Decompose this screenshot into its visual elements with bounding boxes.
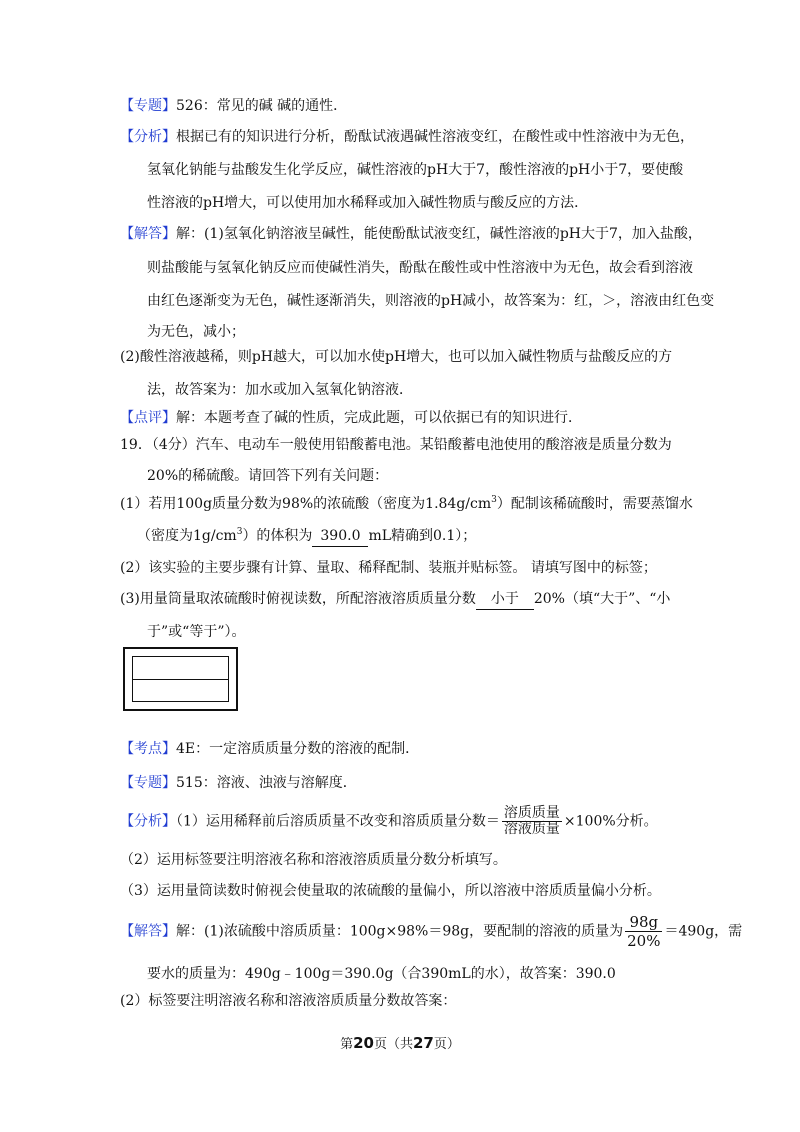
fraction-numerator: 溶质质量	[503, 805, 560, 821]
jieda-line-4: 为无色，减小；	[147, 324, 245, 340]
q19-part1-text-a: (1）若用100g质量分数为98%的浓硫酸（密度为1.84g/cm	[120, 496, 492, 512]
q19-part1-line2	[137, 526, 476, 547]
q19-part3-line1	[120, 589, 670, 610]
superscript-3: 3	[491, 495, 497, 505]
fraction-denominator: 20%	[627, 932, 661, 950]
q19-part1-text-e: mL精确到0.1）；	[368, 528, 477, 544]
label-figure	[123, 647, 238, 711]
jieda-19-line-3: (2）标签要注明溶液名称和溶液溶质质量分数故答案：	[120, 993, 457, 1009]
kaodian-text: 4E：一定溶质质量分数的溶液的配制．	[176, 741, 420, 757]
q19-part1-line1	[120, 494, 693, 514]
page-footer	[0, 1033, 800, 1052]
fraction-numerator: 98g	[625, 913, 662, 932]
jieda-text-b: ＝490g，需	[664, 923, 743, 940]
footer-pre: 第	[340, 1037, 354, 1052]
fenxi-text-a: （1）运用稀释前后溶质质量不改变和溶质质量分数＝	[176, 813, 500, 830]
q19-part3-text-b: 20%（填“大于”、“小	[533, 591, 671, 607]
jieda-line-1	[120, 224, 702, 244]
q19-stem-2: 20%的稀硫酸。请回答下列有关问题：	[147, 468, 389, 484]
answer-blank-1: 390.0	[312, 526, 368, 547]
jieda-text: 解：(1)氢氧化钠溶液呈碱性，能使酚酞试液变红，碱性溶液的pH大于7，加入盐酸，	[176, 226, 702, 242]
label-divider	[133, 679, 228, 680]
jieda-line-19	[120, 913, 742, 950]
q19-part3-text-a: (3)用量筒量取浓硫酸时俯视读数，所配溶液溶质质量分数	[120, 591, 476, 607]
kaodian-line	[120, 739, 419, 759]
jieda-line-2: 则盐酸能与氢氧化钠反应而使碱性消失，酚酞在酸性或中性溶液中为无色，故会看到溶液	[147, 260, 693, 276]
label-blank	[132, 656, 229, 702]
fenxi-line-19	[120, 806, 658, 837]
dianping-text: 解：本题考查了碱的性质，完成此题，可以依据已有的知识进行．	[176, 410, 582, 426]
fenxi-line-1	[120, 127, 694, 147]
fenxi-tag: 【分析】	[120, 813, 176, 830]
jieda-line-3: 由红色逐渐变为无色，碱性逐渐消失，则溶液的pH减小，故答案为：红，＞，溶液由红色变	[147, 293, 715, 309]
fenxi-line-2: 氢氧化钠能与盐酸发生化学反应，碱性溶液的pH大于7，酸性溶液的pH小于7，要使酸	[147, 162, 684, 178]
q19-part1-text-b: ）配制该稀硫酸时，需要蒸馏水	[496, 496, 693, 512]
jieda-line-5: (2)酸性溶液越稀，则pH越大，可以加水使pH增大，也可以加入碱性物质与盐酸反应的方	[120, 349, 673, 365]
jieda-tag: 【解答】	[120, 226, 176, 242]
zhuanti-tag: 【专题】	[120, 98, 176, 114]
q19-part2: (2）该实验的主要步骤有计算、量取、稀释配制、装瓶并贴标签。 请填写图中的标签；	[120, 560, 657, 576]
zhuanti-text: 526：常见的碱 碱的通性．	[176, 98, 348, 114]
kaodian-tag: 【考点】	[120, 741, 176, 757]
zhuanti-line-19	[120, 773, 357, 793]
fenxi-text-b: ×100%分析。	[563, 813, 658, 830]
q19-part1-text-d: ）的体积为	[242, 528, 313, 544]
page-total: 27	[413, 1034, 434, 1052]
footer-post: 页）	[433, 1037, 460, 1052]
fenxi-line-3: 性溶液的pH增大，可以使用加水稀释或加入碱性物质与酸反应的方法．	[147, 195, 589, 211]
fraction-denominator: 溶液质量	[503, 821, 560, 837]
fenxi-tag: 【分析】	[120, 129, 176, 145]
jieda-line-6: 法，故答案为：加水或加入氢氧化钠溶液．	[147, 382, 413, 398]
answer-blank-2: 小于	[476, 589, 534, 610]
q19-stem-1: 19．（4分）汽车、电动车一般使用铅酸蓄电池。某铅酸蓄电池使用的酸溶液是质量分数为	[120, 437, 672, 453]
dianping-line	[120, 408, 582, 428]
jieda-tag: 【解答】	[120, 923, 176, 940]
q19-part1-text-c: （密度为1g/cm	[137, 528, 237, 544]
footer-mid: 页（共	[373, 1037, 413, 1052]
zhuanti-line-prev	[120, 96, 347, 116]
fraction-98g-over-20pct	[625, 913, 662, 950]
fenxi-19-line-2: （2）运用标签要注明溶液名称和溶液溶质质量分数分析填写。	[120, 852, 507, 868]
zhuanti-tag: 【专题】	[120, 775, 176, 791]
fenxi-text: 根据已有的知识进行分析，酚酞试液遇碱性溶液变红，在酸性或中性溶液中为无色，	[176, 129, 694, 145]
jieda-text-a: 解：(1)浓硫酸中溶质质量：100g×98%＝98g，要配制的溶液的质量为	[176, 923, 624, 940]
fraction-solute-over-solution	[502, 806, 562, 837]
q19-part3-line2: 于”或“等于”）。	[147, 624, 246, 640]
dianping-tag: 【点评】	[120, 410, 176, 426]
fenxi-19-line-3: （3）运用量筒读数时俯视会使量取的浓硫酸的量偏小，所以溶液中溶质质量偏小分析。	[120, 883, 661, 899]
superscript-3: 3	[236, 527, 243, 537]
zhuanti-text: 515：溶液、浊液与溶解度．	[176, 775, 357, 791]
jieda-19-line-2: 要水的质量为：490g﹣100g＝390.0g（合390mL的水），故答案：390.0	[147, 966, 616, 982]
page-number: 20	[353, 1034, 374, 1052]
